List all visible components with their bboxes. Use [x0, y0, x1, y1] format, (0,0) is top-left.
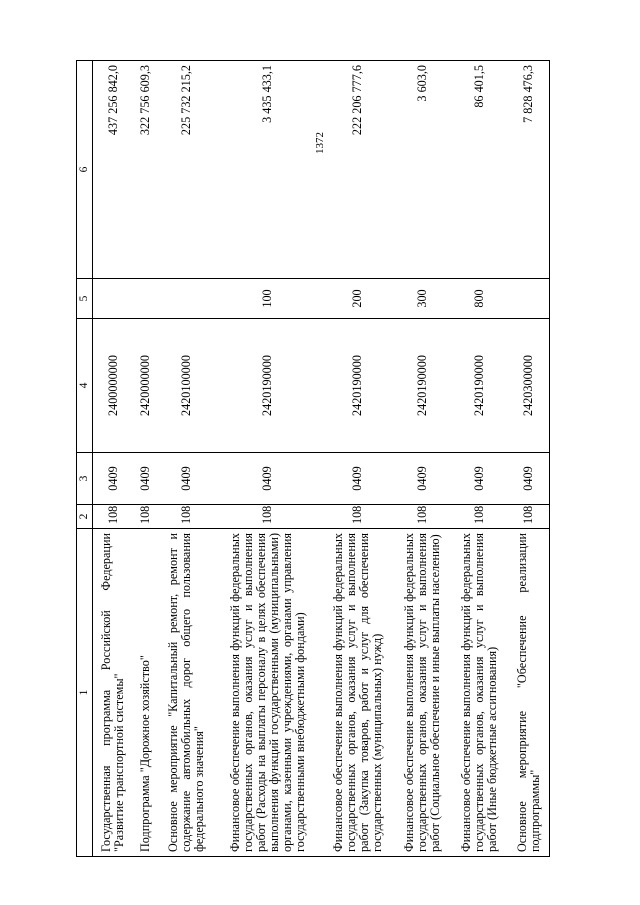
- section-code: 0409: [215, 453, 321, 505]
- target-article-code: 2420100000: [158, 319, 215, 453]
- expense-type-code: [508, 279, 549, 319]
- expense-type-code: 100: [215, 279, 321, 319]
- amount: 86 401,5: [451, 61, 508, 279]
- ministry-code: 108: [134, 505, 158, 529]
- section-code: 0409: [451, 453, 508, 505]
- rotated-page-content: [76, 61, 550, 857]
- item-name: Подпрограмма "Дорожное хозяйство": [134, 529, 158, 857]
- amount: 3 603,0: [394, 61, 451, 279]
- section-code: 0409: [93, 453, 134, 505]
- amount: 7 828 476,3: [508, 61, 549, 279]
- ministry-code: 108: [394, 505, 451, 529]
- table-row: [158, 61, 215, 857]
- table-row: [451, 61, 508, 857]
- ministry-code: 108: [158, 505, 215, 529]
- item-name: Финансовое обеспечение выполнения функций федеральных государственных органов, оказания услуг и выполнения работ (Расходы на выплаты персоналу в целях обеспечения выполнения функций государственными (муниципальными) органами, казенными учреждениями, органами управления государственными внебюджетными фондами): [215, 529, 321, 857]
- expense-type-code: 200: [321, 279, 394, 319]
- amount: 3 435 433,1: [215, 61, 321, 279]
- section-code: 0409: [394, 453, 451, 505]
- column-header: 4: [77, 319, 93, 453]
- expense-type-code: 800: [451, 279, 508, 319]
- column-header: 1: [77, 529, 93, 857]
- amount: 322 756 609,3: [134, 61, 158, 279]
- ministry-code: 108: [451, 505, 508, 529]
- section-code: 0409: [158, 453, 215, 505]
- item-name: Финансовое обеспечение выполнения функций федеральных государственных органов, оказания услуг и выполнения работ (Социальное обеспечение и иные выплаты населению): [394, 529, 451, 857]
- budget-table: [76, 60, 550, 857]
- section-code: 0409: [321, 453, 394, 505]
- table-row: [394, 61, 451, 857]
- target-article-code: 2420190000: [321, 319, 394, 453]
- item-name: Финансовое обеспечение выполнения функций федеральных государственных органов, оказания услуг и выполнения работ (Иные бюджетные ассигнования): [451, 529, 508, 857]
- expense-type-code: [158, 279, 215, 319]
- amount: 225 732 215,2: [158, 61, 215, 279]
- ministry-code: 108: [215, 505, 321, 529]
- target-article-code: 2420000000: [134, 319, 158, 453]
- table-row: [215, 61, 321, 857]
- ministry-code: 108: [93, 505, 134, 529]
- target-article-code: 2420190000: [215, 319, 321, 453]
- amount: 437 256 842,0: [93, 61, 134, 279]
- column-header: 2: [77, 505, 93, 529]
- target-article-code: 2400000000: [93, 319, 134, 453]
- table-header-row: [77, 61, 93, 857]
- section-code: 0409: [134, 453, 158, 505]
- column-header: 6: [77, 61, 93, 279]
- table-row: [93, 61, 134, 857]
- item-name: Основное мероприятие "Капитальный ремонт, ремонт и содержание автомобильных дорог общего пользования федерального значения": [158, 529, 215, 857]
- target-article-code: 2420300000: [508, 319, 549, 453]
- expense-type-code: [134, 279, 158, 319]
- section-code: 0409: [508, 453, 549, 505]
- expense-type-code: [93, 279, 134, 319]
- table-row: [134, 61, 158, 857]
- ministry-code: 108: [321, 505, 394, 529]
- item-name: Финансовое обеспечение выполнения функций федеральных государственных органов, оказания услуг и выполнения работ (Закупка товаров, работ и услуг для обеспечения государственных (муниципальных) нужд): [321, 529, 394, 857]
- page-number: 1372: [314, 132, 326, 154]
- amount: 222 206 777,6: [321, 61, 394, 279]
- column-header: 5: [77, 279, 93, 319]
- item-name: Основное мероприятие "Обеспечение реализации подпрограммы": [508, 529, 549, 857]
- target-article-code: 2420190000: [451, 319, 508, 453]
- ministry-code: 108: [508, 505, 549, 529]
- expense-type-code: 300: [394, 279, 451, 319]
- table-row: [321, 61, 394, 857]
- item-name: Государственная программа Российской Федерации "Развитие транспортной системы": [93, 529, 134, 857]
- target-article-code: 2420190000: [394, 319, 451, 453]
- table-row: [508, 61, 549, 857]
- column-header: 3: [77, 453, 93, 505]
